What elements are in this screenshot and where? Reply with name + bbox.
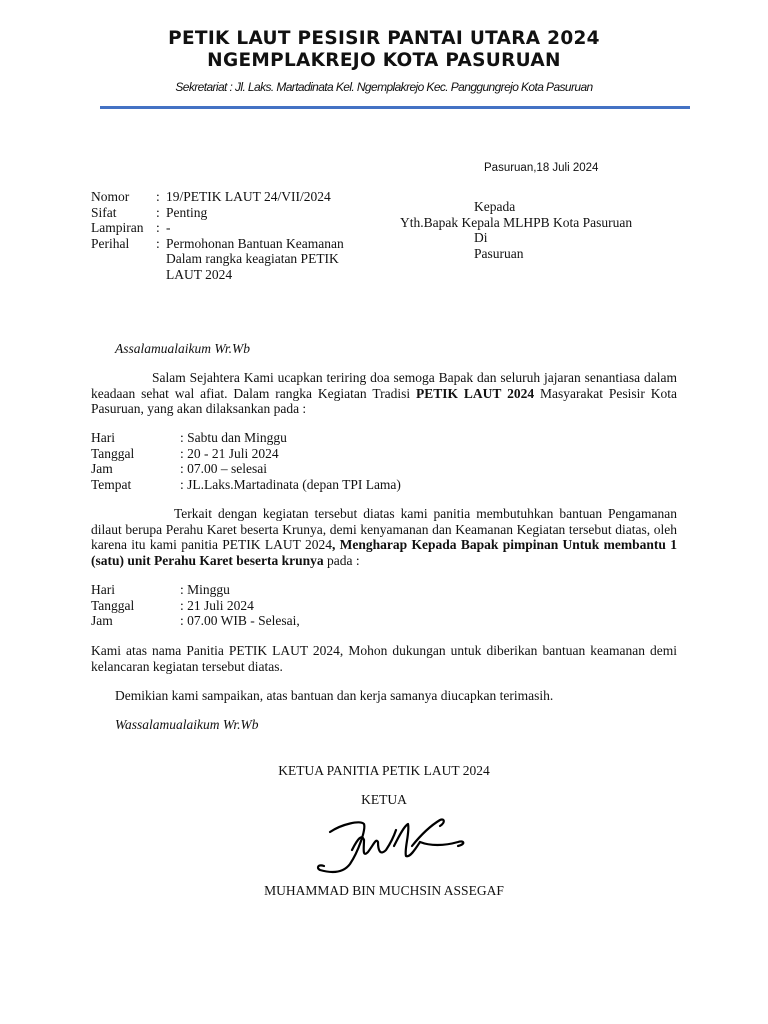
request-details	[91, 582, 677, 629]
event-name: PETIK LAUT 2024	[416, 385, 535, 401]
request-detail-jam	[91, 613, 677, 629]
meta-sep: :	[156, 204, 160, 220]
detail-key: Tempat	[91, 476, 132, 492]
meta-value: Penting	[166, 204, 208, 220]
meta-key: Lampiran	[91, 220, 144, 235]
meta-key: Perihal	[91, 235, 130, 251]
detail-value: : Minggu	[180, 582, 230, 597]
detail-key: Jam	[91, 613, 113, 628]
paragraph-intro	[91, 370, 677, 417]
paragraph-support: Kami atas nama Panitia PETIK LAUT 2024, Mohon dukungan untuk diberikan bantuan keamanan demi kelancaran kegiatan tersebut diatas.	[91, 643, 677, 674]
letterhead-divider	[100, 106, 690, 109]
meta-key: Nomor	[91, 189, 130, 204]
greeting: Assalamualaikum Wr.Wb	[115, 341, 250, 356]
meta-sep: :	[156, 235, 160, 251]
event-detail-jam	[91, 461, 677, 477]
detail-value: : 07.00 WIB - Selesai,	[180, 613, 300, 628]
letterhead-subtitle: NGEMPLAKREJO KOTA PASURUAN	[207, 50, 561, 71]
addressee-kepada: Kepada	[474, 199, 516, 214]
event-details	[91, 430, 677, 492]
signature-stroke	[412, 819, 444, 846]
signature-stroke	[420, 841, 463, 846]
meta-row-perihal	[91, 236, 381, 283]
meta-row-nomor	[91, 189, 381, 205]
detail-key: Hari	[91, 582, 115, 597]
meta-value: Permohonan Bantuan Keamanan Dalam rangka keagiatan PETIK LAUT 2024	[166, 235, 344, 282]
paragraph-request-text: Terkait dengan kegiatan tersebut diatas kami panitia membutuhkan bantuan Pengamanan dilaut berupa Perahu Karet beserta Krunya, demi kenyamanan dan Keamanan Kegiatan tersebut diatas, oleh karena itu kami panitia PETIK LAUT 2024	[91, 506, 677, 552]
detail-value: : Sabtu dan Minggu	[180, 430, 287, 445]
signature-stroke	[352, 830, 396, 854]
detail-key: Tanggal	[91, 597, 135, 613]
meta-sep: :	[156, 189, 160, 204]
addressee-di: Di	[474, 230, 488, 245]
handwritten-signature	[312, 812, 474, 882]
addressee	[400, 199, 632, 261]
paragraph-intro-text: Salam Sejahtera Kami ucapkan teriring doa semoga Bapak dan seluruh jajaran senantiasa dalam keadaan sehat wal afiat. Dalam rangka Kegiatan Tradisi	[91, 370, 677, 401]
meta-row-lampiran	[91, 220, 381, 236]
meta-key: Sifat	[91, 204, 117, 220]
letterhead-address: Sekretariat : Jl. Laks. Martadinata Kel. Ngemplakrejo Kec. Panggungrejo Kota Pasuruan	[175, 80, 593, 94]
detail-value: : 21 Juli 2024	[180, 597, 254, 613]
paragraph-request-text-end: pada :	[323, 552, 360, 568]
paragraph-closing: Demikian kami sampaikan, atas bantuan dan kerja samanya diucapkan terimasih.	[115, 688, 554, 703]
meta-value: -	[166, 220, 171, 235]
request-statement: , Mengharap Kepada Bapak pimpinan Untuk membantu 1 (satu) unit Perahu Karet beserta krunya	[91, 537, 677, 568]
detail-value: : 07.00 – selesai	[180, 461, 267, 476]
detail-value: : JL.Laks.Martadinata (depan TPI Lama)	[180, 476, 401, 492]
letterhead-title: PETIK LAUT PESISIR PANTAI UTARA 2024	[168, 28, 600, 49]
event-detail-hari	[91, 430, 677, 446]
meta-row-sifat	[91, 205, 381, 221]
committee-title: KETUA PANITIA PETIK LAUT 2024	[278, 763, 490, 778]
detail-value: : 20 - 21 Juli 2024	[180, 445, 279, 461]
meta-value: 19/PETIK LAUT 24/VII/2024	[166, 189, 331, 204]
event-detail-tanggal	[91, 446, 677, 462]
letter-meta	[91, 189, 381, 282]
request-detail-tanggal	[91, 598, 677, 614]
paragraph-request	[91, 506, 677, 568]
paragraph-intro-text-end: Masyarakat Pesisir Kota Pasuruan, yang akan dilaksankan pada :	[91, 385, 678, 416]
addressee-city: Pasuruan	[474, 245, 524, 261]
event-detail-tempat	[91, 477, 677, 493]
detail-key: Tanggal	[91, 445, 135, 461]
detail-key: Jam	[91, 461, 113, 476]
addressee-recipient: Yth.Bapak Kepala MLHPB Kota Pasuruan	[400, 214, 633, 230]
valediction: Wassalamualaikum Wr.Wb	[115, 717, 259, 732]
letterhead	[0, 28, 768, 94]
request-detail-hari	[91, 582, 677, 598]
signature-stroke	[318, 822, 364, 872]
meta-sep: :	[156, 220, 160, 235]
signatory-name: MUHAMMAD BIN MUCHSIN ASSEGAF	[264, 883, 504, 898]
signatory-position: KETUA	[361, 792, 407, 807]
detail-key: Hari	[91, 430, 115, 445]
letter-date: Pasuruan,18 Juli 2024	[484, 162, 599, 174]
